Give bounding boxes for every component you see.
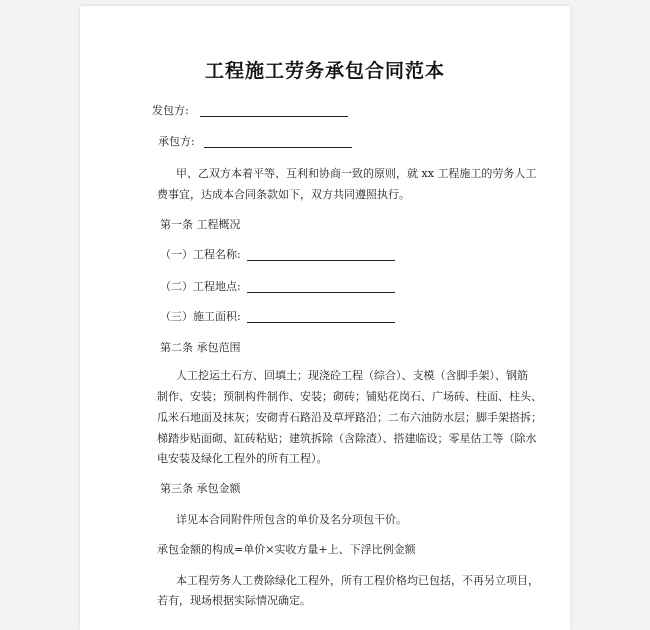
article-2-heading: 第二条 承包范围 (160, 341, 241, 354)
scope-line-2: 制作、安装；预制构件制作、安装；砌砖；铺贴花岗石、广场砖、柱面、柱头、 (157, 390, 542, 403)
contract-page (80, 6, 570, 630)
intro-line-2: 费事宜，达成本合同条款如下，双方共同遵照执行。 (157, 188, 410, 201)
construction-area-label: （三）施工面积: (160, 310, 241, 323)
party-b-blank[interactable] (204, 147, 352, 148)
amount-detail: 详见本合同附件所包含的单价及名分项包干价。 (176, 513, 407, 526)
scope-line-5: 电安装及绿化工程外的所有工程）。 (157, 452, 328, 465)
party-b-label: 承包方: (158, 135, 195, 148)
scope-line-4: 梯踏步贴面砌、缸砖粘贴；建筑拆除（含除渣）、搭建临设；零星估工等（除水 (157, 432, 537, 445)
note-line-1: 本工程劳务人工费除绿化工程外，所有工程价格均已包括，不再另立项目， (176, 574, 539, 587)
project-location-blank[interactable] (247, 292, 395, 293)
amount-formula: 承包金额的构成=单价×实收方量+上、下浮比例金额 (157, 543, 416, 556)
party-a-blank[interactable] (200, 116, 348, 117)
party-a-label: 发包方: (152, 104, 189, 117)
scope-line-3: 瓜米石地面及抹灰；安砌青石路沿及草坪路沿；二布六油防水层；脚手架搭拆； (157, 411, 542, 424)
article-1-heading: 第一条 工程概况 (160, 218, 241, 231)
note-line-2: 若有，现场根据实际情况确定。 (157, 594, 311, 607)
intro-line-1: 甲、乙双方本着平等、互利和协商一致的原则，就 xx 工程施工的劳务人工 (176, 167, 537, 180)
construction-area-blank[interactable] (247, 322, 395, 323)
project-name-label: （一）工程名称: (160, 248, 241, 261)
document-title: 工程施工劳务承包合同范本 (204, 60, 445, 82)
scope-line-1: 人工挖运土石方、回填土；现浇砼工程（综合）、支模（含脚手架）、钢筋 (176, 369, 528, 382)
project-name-blank[interactable] (247, 260, 395, 261)
project-location-label: （二）工程地点: (160, 280, 241, 293)
article-3-heading: 第三条 承包金额 (160, 482, 241, 495)
